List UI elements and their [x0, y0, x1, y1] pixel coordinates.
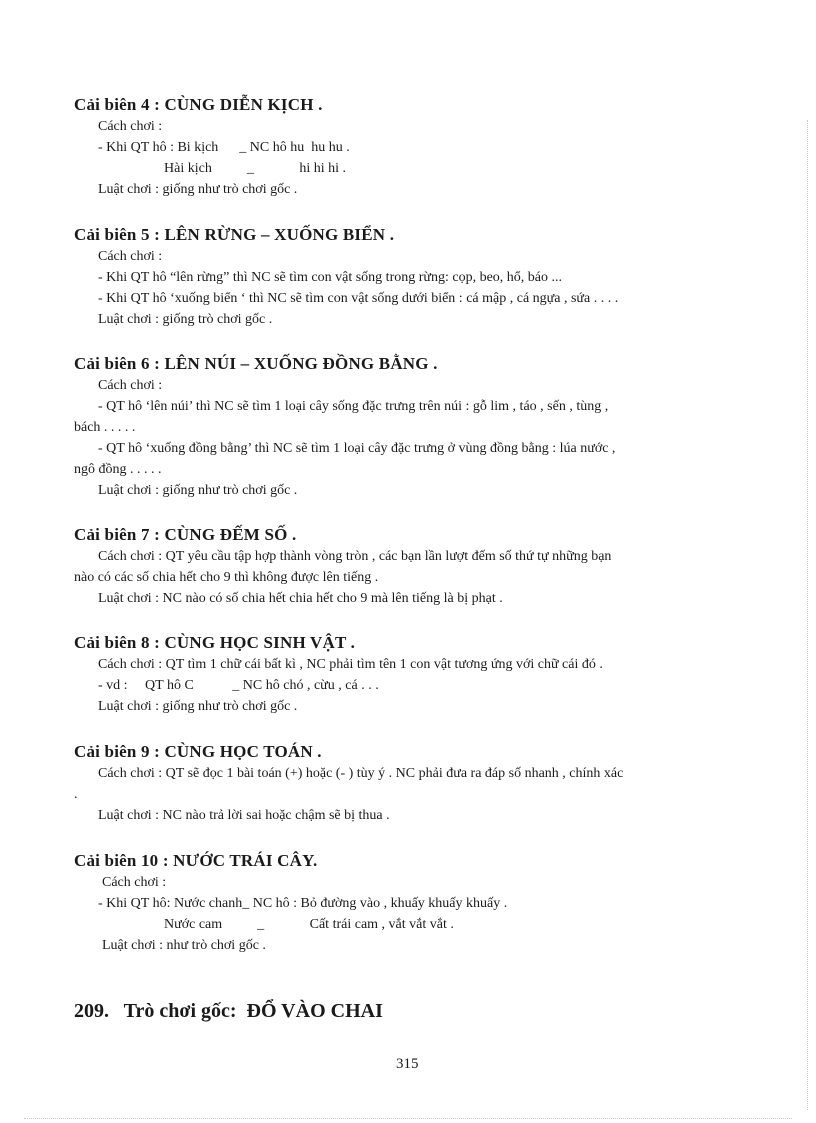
text-line: Cách chơi : — [98, 378, 163, 393]
section-cai-bien-7 — [74, 524, 754, 609]
text-line: ngô đồng . . . . . — [74, 462, 162, 477]
text-line: nào có các số chia hết cho 9 thì không được lên tiếng . — [74, 570, 379, 585]
section-heading: Cải biên 10 : NƯỚC TRÁI CÂY. — [74, 851, 318, 870]
text-line: Cách chơi : — [98, 119, 163, 134]
text-line: Cách chơi : QT sẽ đọc 1 bài toán (+) hoặc (- ) tùy ý . NC phải đưa ra đáp số nhanh , chính xác — [98, 766, 624, 781]
text-line: - QT hô ‘lên núi’ thì NC sẽ tìm 1 loại cây sống đặc trưng trên núi : gỗ lim , táo , sến , tùng , — [98, 399, 609, 414]
section-cai-bien-8 — [74, 632, 754, 717]
game-title: 209. Trò chơi gốc: ĐỔ VÀO CHAI — [74, 1000, 383, 1022]
section-heading: Cải biên 7 : CÙNG ĐẾM SỐ . — [74, 525, 297, 544]
section-cai-bien-5 — [74, 224, 754, 330]
page-bottom-divider — [24, 1118, 792, 1119]
section-heading: Cải biên 6 : LÊN NÚI – XUỐNG ĐỒNG BẰNG . — [74, 354, 438, 373]
text-line: Nước cam _ Cất trái cam , vắt vắt vắt . — [164, 917, 454, 932]
text-line: Cách chơi : — [102, 875, 167, 890]
text-line: Hài kịch _ hi hi hi . — [164, 161, 346, 176]
text-line: - QT hô ‘xuống đồng bằng’ thì NC sẽ tìm 1 loại cây đặc trưng ở vùng đồng bằng : lúa nước , — [98, 441, 616, 456]
text-line: - vd : QT hô C _ NC hô chó , cừu , cá . . . — [98, 678, 379, 693]
section-cai-bien-9 — [74, 741, 754, 826]
text-line: Luật chơi : NC nào trả lời sai hoặc chậm sẽ bị thua . — [98, 808, 390, 823]
text-line: Cách chơi : — [98, 249, 163, 264]
page-number: 315 — [396, 1056, 419, 1072]
section-cai-bien-4 — [74, 94, 754, 200]
text-line: - Khi QT hô: Nước chanh_ NC hô : Bỏ đường vào , khuấy khuấy khuấy . — [98, 896, 508, 911]
text-line: - Khi QT hô ‘xuống biển ‘ thì NC sẽ tìm con vật sống dưới biển : cá mập , cá ngựa , sứa . . . . — [98, 291, 619, 306]
section-heading: Cải biên 9 : CÙNG HỌC TOÁN . — [74, 742, 322, 761]
page-edge-divider — [807, 120, 808, 1110]
section-cai-bien-10 — [74, 850, 754, 956]
text-line: Luật chơi : giống trò chơi gốc . — [98, 312, 273, 327]
section-cai-bien-6 — [74, 353, 754, 501]
text-line: Luật chơi : như trò chơi gốc . — [102, 938, 266, 953]
text-line: bách . . . . . — [74, 420, 136, 435]
text-line: Cách chơi : QT yêu cầu tập hợp thành vòng tròn , các bạn lần lượt đếm số thứ tự những bạn — [98, 549, 612, 564]
text-line: - Khi QT hô “lên rừng” thì NC sẽ tìm con vật sống trong rừng: cọp, beo, hổ, báo ... — [98, 270, 563, 285]
text-line: - Khi QT hô : Bi kịch _ NC hô hu hu hu . — [98, 140, 350, 155]
text-line: Luật chơi : NC nào có số chia hết chia hết cho 9 mà lên tiếng là bị phạt . — [98, 591, 503, 606]
section-heading: Cải biên 5 : LÊN RỪNG – XUỐNG BIỂN . — [74, 225, 395, 244]
section-heading: Cải biên 4 : CÙNG DIỄN KỊCH . — [74, 95, 323, 114]
text-line: Luật chơi : giống như trò chơi gốc . — [98, 483, 298, 498]
text-line: Cách chơi : QT tìm 1 chữ cái bất kì , NC phải tìm tên 1 con vật tương ứng với chữ cái đó . — [98, 657, 603, 672]
section-heading: Cải biên 8 : CÙNG HỌC SINH VẬT . — [74, 633, 356, 652]
text-line: Luật chơi : giống như trò chơi gốc . — [98, 699, 298, 714]
text-line: . — [74, 787, 78, 802]
text-line: Luật chơi : giống như trò chơi gốc . — [98, 182, 298, 197]
